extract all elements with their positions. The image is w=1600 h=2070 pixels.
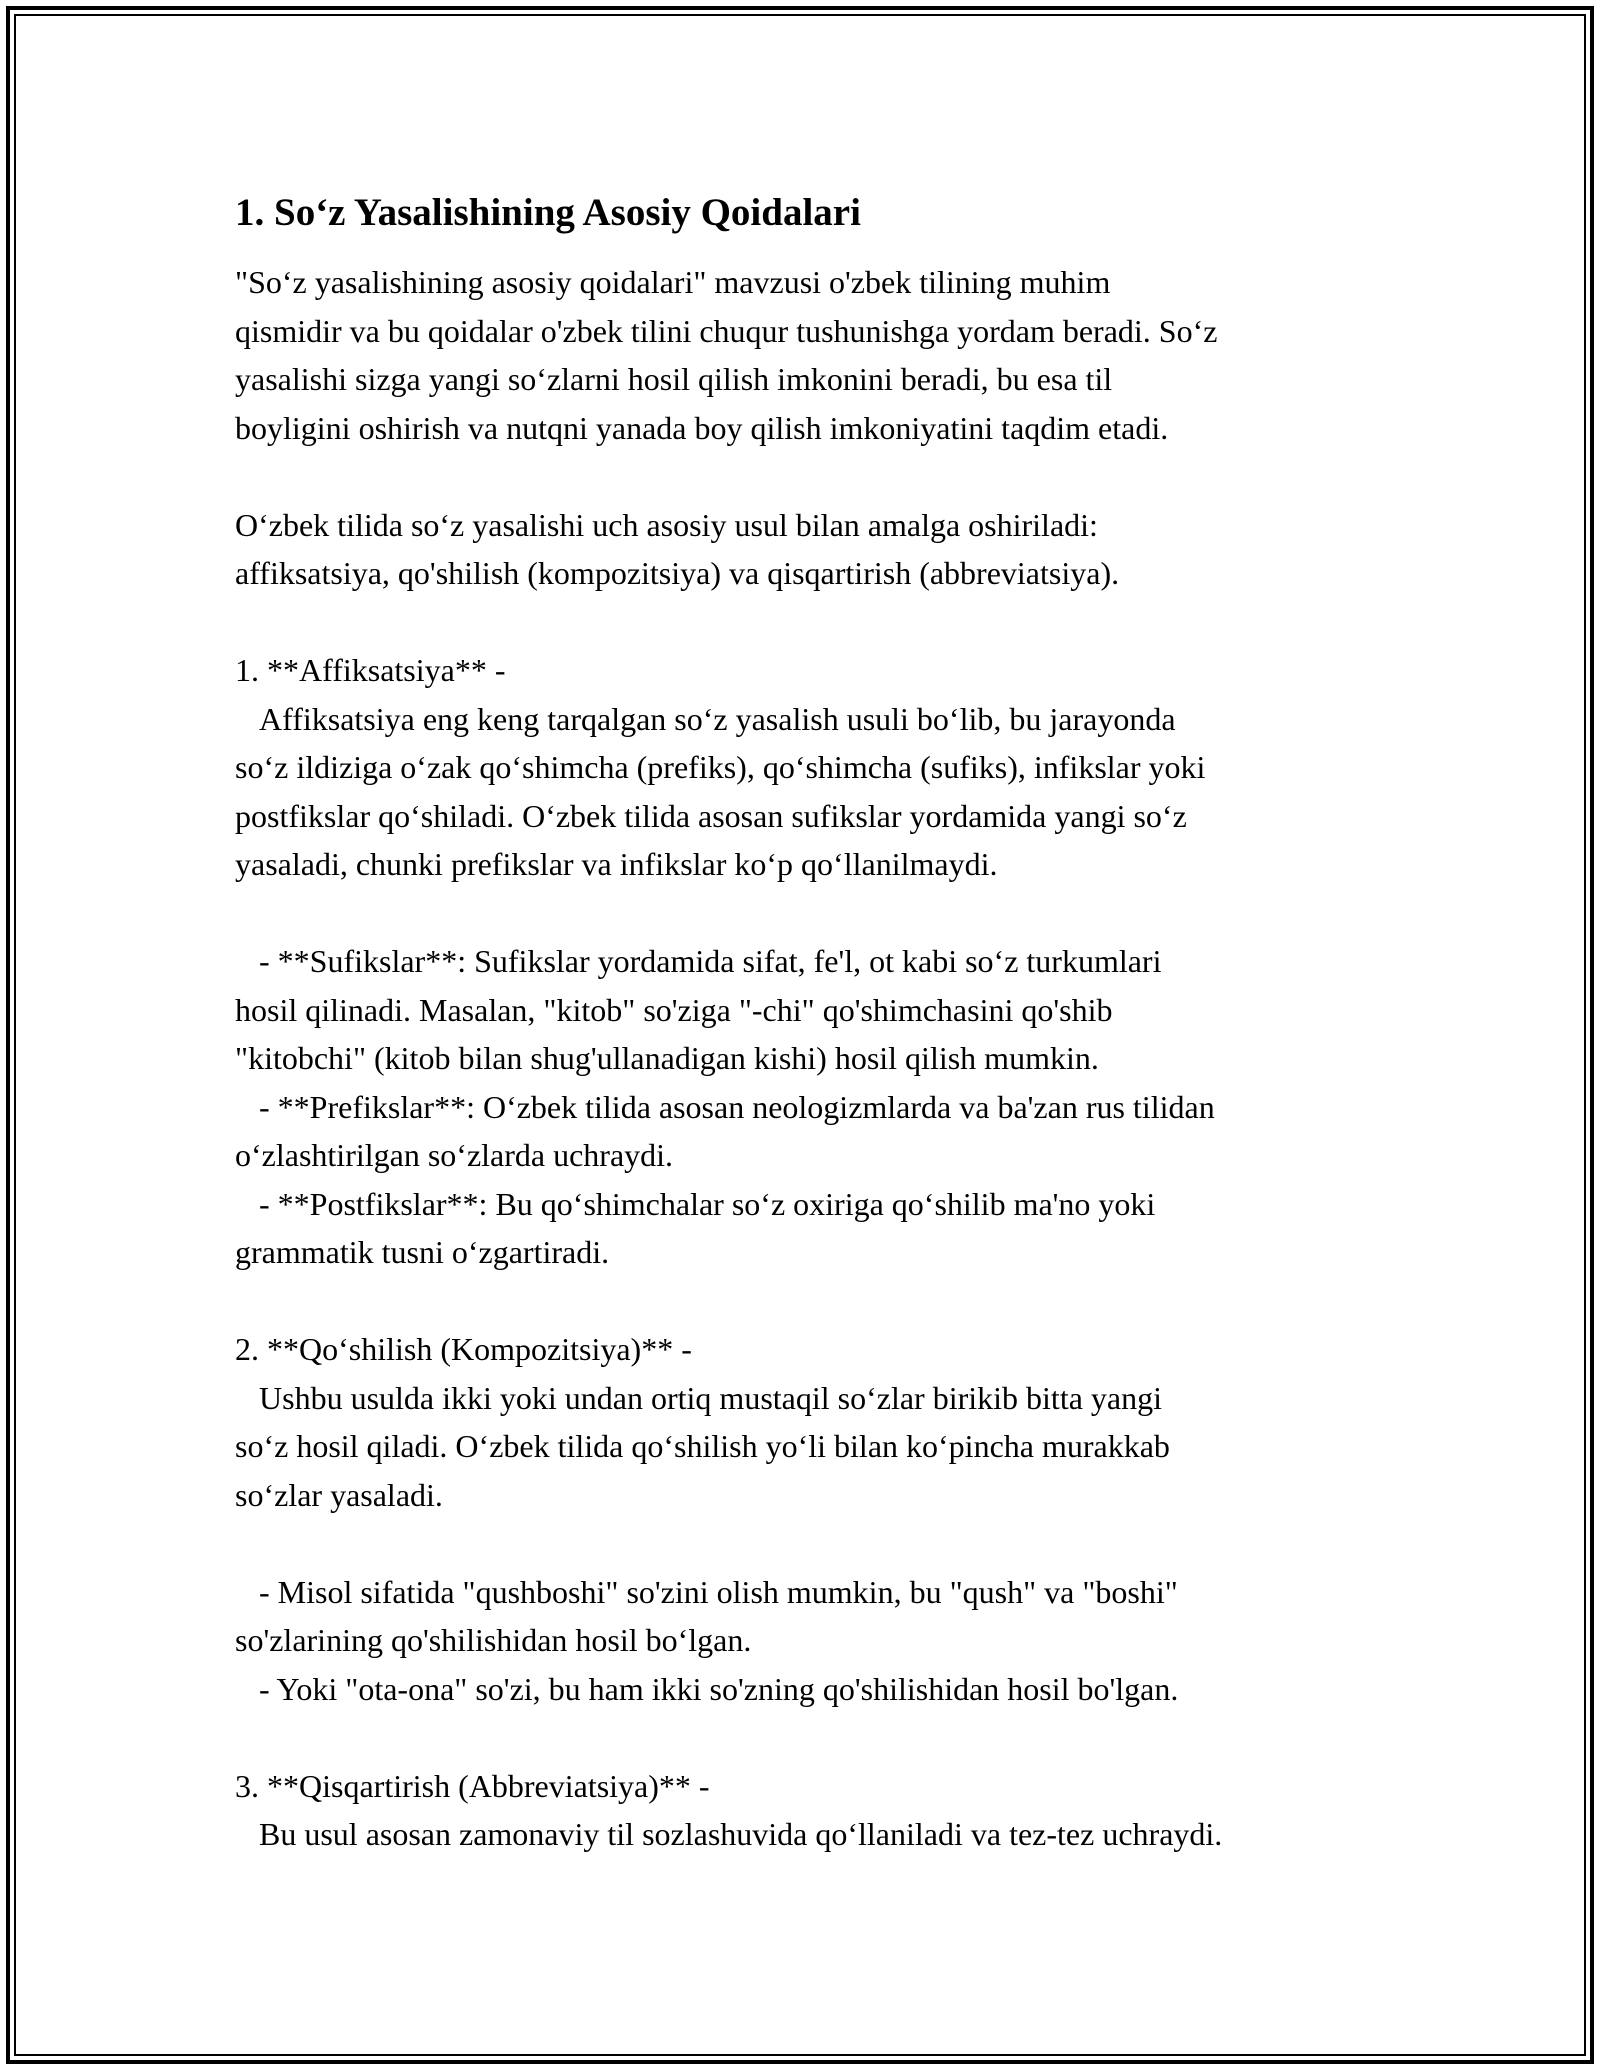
document-body: "So‘z yasalishining asosiy qoidalari" mavzusi o'zbek tilining muhim qismidir va bu qoidalar o'zbek tilini chuqur tushunishga yordam beradi. So‘z yasalishi sizga yangi so‘zlarni hosil qilish imkonini beradi, bu esa til boyligini oshirish va nutqni yanada boy qilish imkoniyatini taqdim etadi. O‘zbek tilida so‘z yasalishi uch asosiy usul bilan amalga oshiriladi: affiksatsiya, qo'shilish (kompozitsiya) va qisqartirish (abbreviatsiya). 1. **Affiksatsiya** - Affiksatsiya eng keng tarqalgan so‘z yasalish usuli bo‘lib, bu jarayonda so‘z ildiziga o‘zak qo‘shimcha (prefiks), qo‘shimcha (sufiks), infikslar yoki postfikslar qo‘shiladi. O‘zbek tilida asosan sufikslar yordamida yangi so‘z yasaladi, chunki prefikslar va infikslar ko‘p qo‘llanilmaydi. - **Sufikslar**: Sufikslar yordamida sifat, fe'l, ot kabi so‘z turkumlari hosil qilinadi. Masalan, "kitob" so'ziga "-chi" qo'shimchasini qo'shib "kitobchi" (kitob bilan shug'ullanadigan kishi) hosil qilish mumkin. - **Prefikslar**: O‘zbek tilida asosan neologizmlarda va ba'zan rus tilidan o‘zlashtirilgan so‘zlarda uchraydi. - **Postfikslar**: Bu qo‘shimchalar so‘z oxiriga qo‘shilib ma'no yoki grammatik tusni o‘zgartiradi. 2. **Qo‘shilish (Kompozitsiya)** - Ushbu usulda ikki yoki undan ortiq mustaqil so‘zlar birikib bitta yangi so‘z hosil qiladi. O‘zbek tilida qo‘shilish yo‘li bilan ko‘pincha murakkab so‘zlar yasaladi. - Misol sifatida "qushboshi" so'zini olish mumkin, bu "qush" va "boshi" so'zlarining qo'shilishidan hosil bo‘lgan. - Yoki "ota-ona" so'zi, bu ham ikki so'zning qo'shilishidan hosil bo'lgan. 3. **Qisqartirish (Abbreviatsiya)** - Bu usul asosan zamonaviy til sozlashuvida qo‘llaniladi va tez-tez uchraydi. [235, 264, 1223, 1852]
document-title: 1. So‘z Yasalishining Asosiy Qoidalari [235, 191, 861, 234]
document-page [235, 186, 1435, 1859]
